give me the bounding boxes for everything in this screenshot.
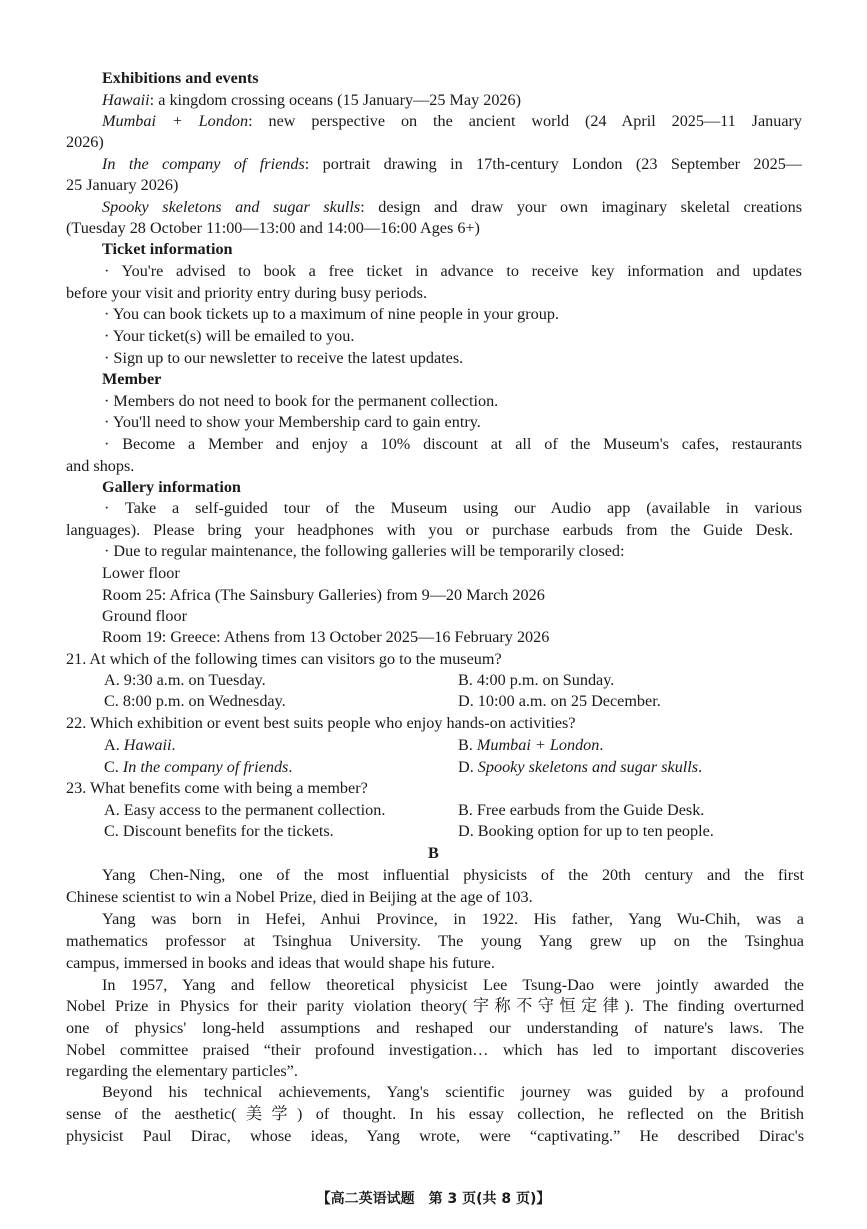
q21-option-c: C. 8:00 p.m. on Wednesday. [104, 692, 286, 710]
passage-b-p3b: Nobel Prize in Physics for their parity violation theory(宇称不守恒定律). The finding overturned [66, 997, 804, 1015]
q22-option-b: B. Mumbai + London. [458, 736, 604, 754]
passage-b-p2a: Yang was born in Hefei, Anhui Province, in 1922. His father, Yang Wu-Chih, was a [102, 910, 804, 928]
member-bullet-2: · You'll need to show your Membership card to gain entry. [104, 413, 481, 431]
member-bullet-3b: and shops. [66, 457, 135, 475]
q22-option-d-text: Spooky skeletons and sugar skulls [477, 758, 699, 776]
q22-option-c-text: In the company of friends [122, 758, 289, 776]
member-bullet-1: · Members do not need to book for the permanent collection. [104, 392, 499, 410]
q23-option-c: C. Discount benefits for the tickets. [104, 822, 334, 840]
gallery-bullet-2: · Due to regular maintenance, the following galleries will be temporarily closed: [104, 542, 625, 560]
exhibition-2 [102, 113, 802, 129]
passage-b-p3c: one of physics' long-held assumptions and reshaped our understanding of nature's laws. The [66, 1019, 804, 1037]
exhibition-4-title: Spooky skeletons and sugar skulls [102, 198, 361, 216]
member-bullet-3a: · Become a Member and enjoy a 10% discount at all of the Museum's cafes, restaurants [104, 435, 802, 453]
q22-option-d: D. Spooky skeletons and sugar skulls. [458, 758, 703, 776]
passage-b-p2c: campus, immersed in books and ideas that would shape his future. [66, 954, 495, 972]
question-21: 21. At which of the following times can visitors go to the museum? [66, 650, 502, 668]
q22-option-b-text: Mumbai + London [476, 736, 600, 754]
exhibition-2-title: Mumbai + London [102, 112, 249, 130]
q22-option-c-label: C. [104, 758, 119, 776]
exhibition-4-desc-b: (Tuesday 28 October 11:00—13:00 and 14:00—16:00 Ages 6+) [66, 219, 480, 237]
passage-b-p2b: mathematics professor at Tsinghua University. The young Yang grew up on the Tsinghua [66, 932, 804, 950]
exhibition-4-desc-a: : design and draw your own imaginary skeletal creations [360, 198, 802, 216]
gallery-ground-floor: Ground floor [102, 607, 187, 625]
exhibition-2-desc-b: 2026) [66, 133, 104, 151]
passage-b-p4c: physicist Paul Dirac, whose ideas, Yang wrote, were “captivating.” He described Dirac's [66, 1127, 804, 1145]
ticket-bullet-2: · You can book tickets up to a maximum of nine people in your group. [104, 305, 559, 323]
exhibition-3-desc-a: : portrait drawing in 17th-century London (23 September 2025— [304, 155, 802, 173]
exhibition-3 [102, 156, 802, 172]
gallery-bullet-1b: languages). Please bring your headphones with you or purchase earbuds from the Guide Desk. [66, 521, 793, 539]
exhibition-4 [102, 199, 802, 215]
page-footer: 【高二英语试题 第 3 页(共 8 页)】 [316, 1191, 551, 1207]
q23-option-a: A. Easy access to the permanent collection. [104, 801, 386, 819]
passage-b-p3d: Nobel committee praised “their profound investigation… which has led to important discoveries [66, 1041, 804, 1059]
gallery-bullet-1a: · Take a self-guided tour of the Museum using our Audio app (available in various [104, 499, 802, 517]
member-heading: Member [102, 370, 162, 388]
q22-option-a-label: A. [104, 736, 120, 754]
exhibition-3-title: In the company of friends [102, 155, 305, 173]
ticket-bullet-4: · Sign up to our newsletter to receive the latest updates. [104, 349, 464, 367]
ticket-heading: Ticket information [102, 240, 233, 258]
question-23: 23. What benefits come with being a member? [66, 779, 368, 797]
exhibition-1 [102, 92, 521, 108]
question-22: 22. Which exhibition or event best suits people who enjoy hands-on activities? [66, 714, 576, 732]
q22-option-a: A. Hawaii. [104, 736, 176, 754]
q22-option-d-label: D. [458, 758, 474, 776]
passage-b-label: B [428, 844, 439, 862]
passage-b-p1b: Chinese scientist to win a Nobel Prize, died in Beijing at the age of 103. [66, 888, 533, 906]
ticket-bullet-3: · Your ticket(s) will be emailed to you. [104, 327, 355, 345]
q21-option-b: B. 4:00 p.m. on Sunday. [458, 671, 615, 689]
passage-b-p3e: regarding the elementary particles”. [66, 1062, 298, 1080]
exhibitions-heading: Exhibitions and events [102, 69, 259, 87]
q21-option-d: D. 10:00 a.m. on 25 December. [458, 692, 661, 710]
passage-b-p3a: In 1957, Yang and fellow theoretical physicist Lee Tsung-Dao were jointly awarded the [102, 976, 804, 994]
exhibition-3-desc-b: 25 January 2026) [66, 176, 179, 194]
passage-b-p4b: sense of the aesthetic(美学) of thought. In his essay collection, he reflected on the British [66, 1105, 804, 1123]
exhibition-2-desc-a: : new perspective on the ancient world (24 April 2025—11 January [248, 112, 802, 130]
ticket-bullet-1b: before your visit and priority entry during busy periods. [66, 284, 428, 302]
passage-b-p1a: Yang Chen-Ning, one of the most influential physicists of the 20th century and the first [102, 866, 804, 884]
gallery-room-25: Room 25: Africa (The Sainsbury Galleries) from 9—20 March 2026 [102, 586, 545, 604]
gallery-lower-floor: Lower floor [102, 564, 180, 582]
q23-option-d: D. Booking option for up to ten people. [458, 822, 714, 840]
q22-option-c: C. In the company of friends. [104, 758, 293, 776]
exhibition-1-title: Hawaii [102, 91, 150, 109]
q22-option-b-label: B. [458, 736, 473, 754]
q23-option-b: B. Free earbuds from the Guide Desk. [458, 801, 705, 819]
passage-b-p4a: Beyond his technical achievements, Yang's scientific journey was guided by a profound [102, 1083, 804, 1101]
ticket-bullet-1a: · You're advised to book a free ticket in advance to receive key information and updates [104, 262, 802, 280]
q22-option-a-text: Hawaii [123, 736, 172, 754]
q21-option-a: A. 9:30 a.m. on Tuesday. [104, 671, 266, 689]
gallery-heading: Gallery information [102, 478, 241, 496]
exhibition-1-desc: : a kingdom crossing oceans (15 January—25 May 2026) [149, 91, 522, 109]
gallery-room-19: Room 19: Greece: Athens from 13 October 2025—16 February 2026 [102, 628, 550, 646]
